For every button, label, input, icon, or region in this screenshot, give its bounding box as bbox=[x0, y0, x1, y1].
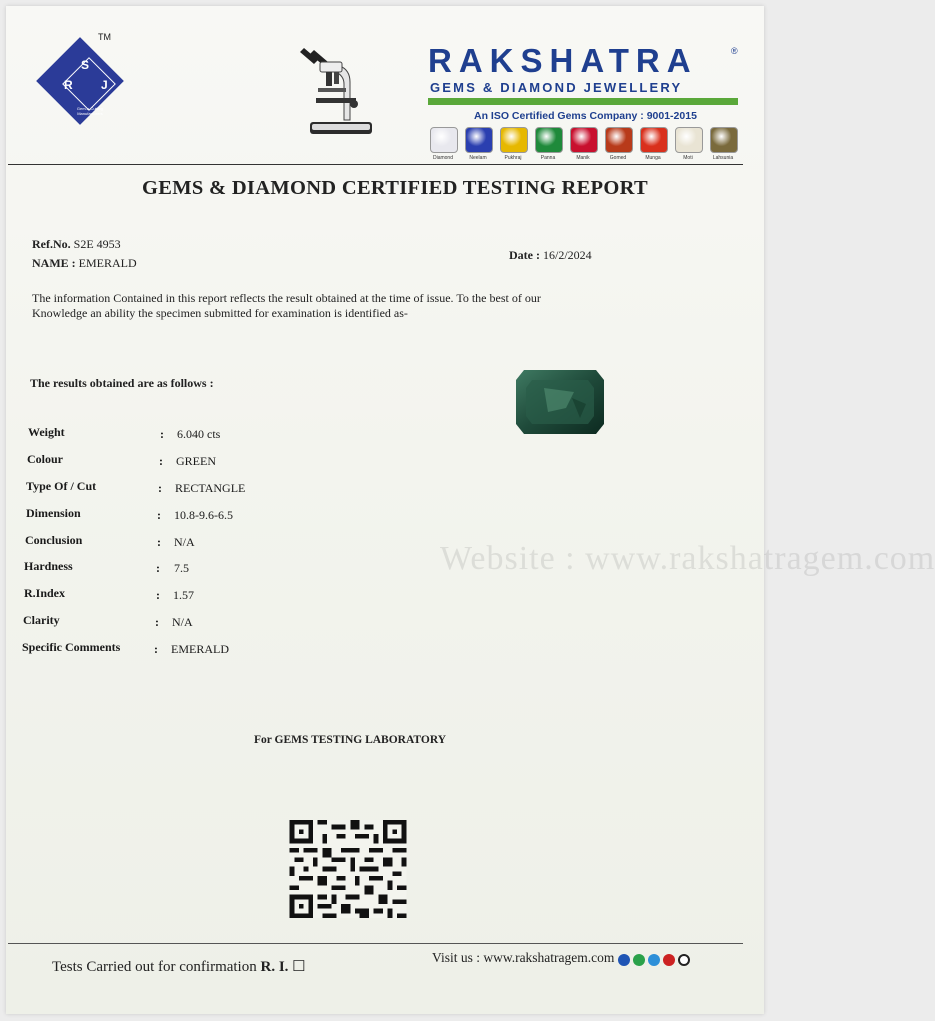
results-heading: The results obtained are as follows : bbox=[30, 376, 214, 390]
logo-letter-s: S bbox=[81, 58, 90, 72]
gem-label-diamond: Diamond bbox=[432, 155, 453, 161]
footer-confirmation-text: Tests Carried out for confirmation bbox=[52, 959, 257, 975]
field-colon: : bbox=[157, 535, 161, 549]
youtube-icon[interactable] bbox=[663, 954, 675, 966]
field-label-clarity: Clarity bbox=[23, 613, 60, 627]
gem-label-lahsunia: Lahsunia bbox=[712, 155, 734, 161]
field-value-conclusion: N/A bbox=[174, 535, 195, 549]
srj-logo bbox=[34, 32, 144, 133]
date-value: 16/2/2024 bbox=[542, 248, 592, 262]
logo-letter-j: J bbox=[101, 78, 108, 92]
header-divider bbox=[8, 164, 743, 165]
field-value-hardness: 7.5 bbox=[174, 561, 189, 575]
field-label-r-index: R.Index bbox=[24, 586, 66, 600]
footer-visit bbox=[432, 950, 698, 966]
field-value-dimension: 10.8-9.6-6.5 bbox=[174, 508, 233, 522]
iso-certification: An ISO Certified Gems Company : 9001-2015 bbox=[474, 110, 697, 122]
gem-strip bbox=[428, 127, 743, 167]
name-value: EMERALD bbox=[78, 256, 137, 270]
info-line-1: The information Contained in this report reflects the result obtained at the time of issue. To the best of our bbox=[32, 291, 541, 305]
gem-swatch-neelam bbox=[465, 127, 493, 153]
logo-caption: Gem-n-Cutting Manufacturers bbox=[76, 106, 104, 116]
qr-code bbox=[288, 820, 408, 918]
field-label-type-cut: Type Of / Cut bbox=[26, 479, 97, 493]
field-label-colour: Colour bbox=[27, 452, 63, 466]
gem-label-panna: Panna bbox=[540, 155, 556, 161]
trademark-mark: TM bbox=[98, 32, 111, 42]
footer-confirmation bbox=[52, 957, 306, 976]
gem-swatch-munga bbox=[640, 127, 668, 153]
gem-label-pukhraj: Pukhraj bbox=[504, 155, 522, 161]
ref-label: Ref.No. bbox=[32, 237, 71, 251]
footer-ri-label: R. I. bbox=[260, 959, 289, 975]
report-title: GEMS & DIAMOND CERTIFIED TESTING REPORT bbox=[142, 177, 648, 199]
instagram-icon[interactable] bbox=[678, 954, 690, 966]
field-label-hardness: Hardness bbox=[24, 559, 73, 573]
name-label: NAME : bbox=[32, 256, 76, 270]
footer-divider bbox=[8, 943, 743, 944]
twitter-icon[interactable] bbox=[648, 954, 660, 966]
gem-swatch-moti bbox=[675, 127, 703, 153]
facebook-icon[interactable] bbox=[618, 954, 630, 966]
field-value-clarity: N/A bbox=[172, 615, 193, 629]
field-colon: : bbox=[158, 481, 162, 495]
field-colon: : bbox=[154, 642, 158, 656]
field-value-weight: 6.040 cts bbox=[177, 427, 221, 441]
field-colon: : bbox=[155, 615, 159, 629]
field-label-weight: Weight bbox=[28, 425, 65, 439]
gem-label-gomed: Gomed bbox=[609, 155, 627, 161]
field-colon: : bbox=[156, 588, 160, 602]
field-label-conclusion: Conclusion bbox=[25, 533, 83, 547]
gem-swatch-panna bbox=[535, 127, 563, 153]
lab-signature: For GEMS TESTING LABORATORY bbox=[254, 734, 447, 746]
microscope-icon bbox=[296, 42, 380, 138]
field-colon: : bbox=[156, 561, 160, 575]
registered-mark: ® bbox=[731, 46, 738, 56]
footer-website-link[interactable]: Visit us : www.rakshatragem.com bbox=[432, 950, 615, 965]
field-value-colour: GREEN bbox=[176, 454, 216, 468]
brand-green-bar bbox=[428, 98, 738, 105]
gem-label-moti: Moti bbox=[683, 155, 693, 161]
footer-checkbox: ☐ bbox=[292, 959, 306, 975]
gem-swatch-pukhraj bbox=[500, 127, 528, 153]
website-watermark: Website : www.rakshatragem.com bbox=[440, 540, 935, 577]
field-colon: : bbox=[159, 454, 163, 468]
gem-swatch-manik bbox=[570, 127, 598, 153]
gem-label-munga: Munga bbox=[645, 155, 661, 161]
ref-number bbox=[32, 237, 121, 252]
logo-letter-r: R bbox=[64, 78, 73, 92]
gem-swatch-lahsunia bbox=[710, 127, 738, 153]
field-colon: : bbox=[160, 427, 164, 441]
ref-value: S2E 4953 bbox=[73, 237, 121, 251]
field-value-specific-comments: EMERALD bbox=[171, 642, 229, 656]
emerald-stone-image bbox=[514, 368, 606, 436]
brand-subtitle: GEMS & DIAMOND JEWELLERY bbox=[430, 80, 683, 95]
field-value-r-index: 1.57 bbox=[173, 588, 194, 602]
info-line-2: Knowledge an ability the specimen submitted for examination is identified as- bbox=[32, 306, 408, 320]
name-line bbox=[32, 256, 137, 271]
brand-name: RAKSHATRA bbox=[428, 42, 698, 79]
gem-swatch-gomed bbox=[605, 127, 633, 153]
field-value-type-cut: RECTANGLE bbox=[175, 481, 246, 495]
whatsapp-icon[interactable] bbox=[633, 954, 645, 966]
field-colon: : bbox=[157, 508, 161, 522]
date-label: Date : bbox=[509, 248, 540, 262]
date-line bbox=[509, 248, 592, 263]
gem-swatch-diamond bbox=[430, 127, 458, 153]
gem-label-neelam: Neelam bbox=[469, 155, 487, 161]
field-label-specific-comments: Specific Comments bbox=[22, 640, 121, 654]
field-label-dimension: Dimension bbox=[26, 506, 81, 520]
info-paragraph bbox=[32, 291, 672, 321]
gem-label-manik: Manik bbox=[576, 155, 590, 161]
